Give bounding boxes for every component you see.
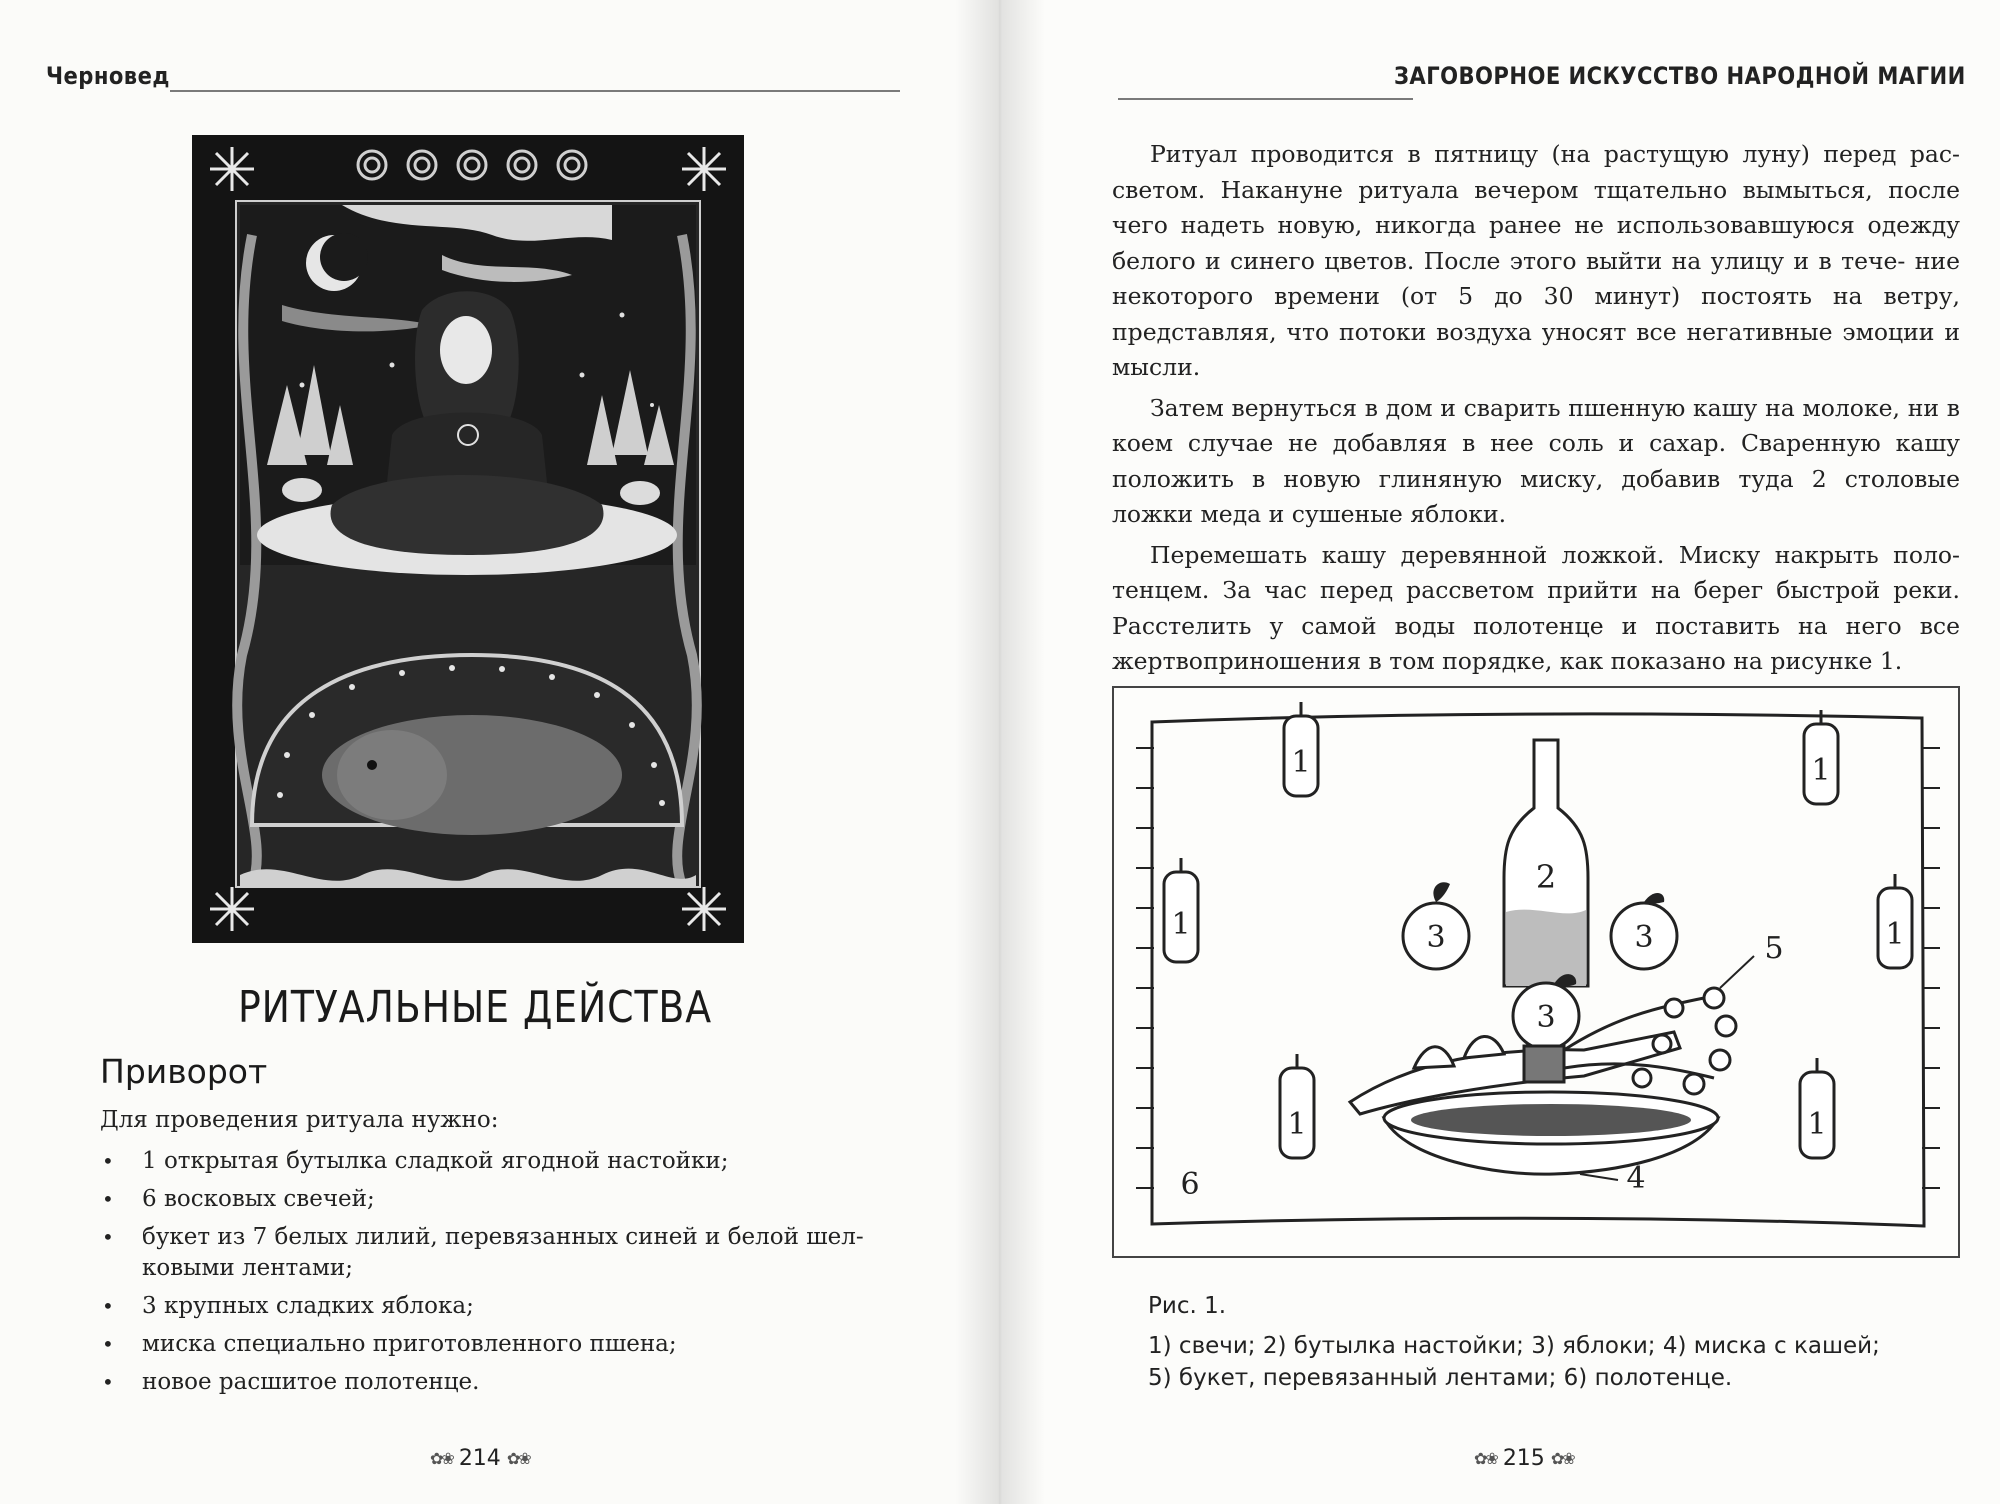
candle-label: 1	[1291, 745, 1311, 780]
figure-label: Рис. 1.	[1148, 1293, 1227, 1319]
bullet-icon: •	[102, 1149, 114, 1173]
list-item-continuation: ковыми лентами;	[142, 1255, 353, 1281]
caption-line: 5) букет, перевязанный лентами; 6) полотенце.	[1148, 1365, 1733, 1391]
body-text	[1112, 137, 1960, 685]
bullet-icon: •	[102, 1294, 114, 1318]
ornament-icon: ✿❀	[506, 1449, 530, 1468]
list-intro: Для проведения ритуала нужно:	[100, 1107, 499, 1133]
running-head-right: ЗАГОВОРНОЕ ИСКУССТВО НАРОДНОЙ МАГИИ	[1394, 62, 1966, 90]
list-item: • миска специально приготовленного пшена;	[100, 1329, 900, 1360]
figure-caption	[1148, 1330, 1968, 1394]
list-item: • 3 крупных сладких яблока;	[100, 1291, 900, 1322]
subsection-title: Приворот	[100, 1052, 268, 1091]
apple-label: 3	[1634, 920, 1654, 955]
paragraph: Ритуал проводится в пятницу (на растущую луну) перед рас- светом. Накануне ритуала вечером тщательно вымыться, после чего надеть новую, никогда ранее не использовавшуюся одежду белого и синего цветов. После этого выйти на улицу и в тече- ние некоторого времени (от 5 до 30 минут) постоять на ветру, представляя, что потоки воздуха уносят все негативные эмоции и мысли.	[1112, 140, 1960, 381]
woodcut-illustration	[192, 135, 744, 943]
list-item: • букет из 7 белых лилий, перевязанных синей и белой шел-	[100, 1222, 900, 1253]
figure-1	[1112, 686, 1960, 1258]
candle-label: 1	[1287, 1107, 1307, 1142]
candle-label: 1	[1171, 907, 1191, 942]
paragraph: Затем вернуться в дом и сварить пшенную кашу на молоке, ни в коем случае не добавляя в нее соль и сахар. Сваренную кашу положить в новую глиняную миску, добавив туда 2 столовые ложки меда и сушеные яблоки.	[1112, 393, 1960, 528]
bullet-icon: •	[102, 1332, 114, 1356]
bullet-icon: •	[102, 1187, 114, 1211]
bowl-label: 4	[1626, 1161, 1646, 1196]
bouquet-label: 5	[1764, 931, 1784, 966]
bullet-icon: •	[102, 1370, 114, 1394]
candle-label: 1	[1807, 1107, 1827, 1142]
candle-label: 1	[1885, 917, 1905, 952]
ornament-icon: ✿❀	[430, 1449, 453, 1468]
ritual-diagram	[1114, 688, 1958, 1256]
header-rule-right	[1118, 98, 1413, 100]
bottle-label: 2	[1535, 858, 1557, 896]
header-rule-left	[170, 90, 900, 92]
caption-line: 1) свечи; 2) бутылка настойки; 3) яблоки; 4) миска с кашей;	[1148, 1333, 1880, 1359]
apple-label: 3	[1426, 920, 1446, 955]
woodcut-art	[192, 135, 744, 943]
ornament-icon: ✿❀	[1474, 1449, 1497, 1468]
towel-label: 6	[1180, 1167, 1200, 1202]
ornament-icon: ✿❀	[1550, 1449, 1574, 1468]
list-item: • 1 открытая бутылка сладкой ягодной настойки;	[100, 1146, 900, 1177]
page-number-right: ✿❀ 215 ✿❀	[1474, 1446, 1574, 1471]
paragraph: Перемешать кашу деревянной ложкой. Миску накрыть поло- тенцем. За час перед рассветом прийти на берег быстрой реки. Расстелить у самой воды полотенце и поставить на него все жертвоприношения в том порядке, как показано на рисунке 1.	[1112, 540, 1960, 675]
apple-label: 3	[1536, 1000, 1556, 1035]
book-gutter	[955, 0, 1045, 1504]
list-item: • новое расшитое полотенце.	[100, 1367, 900, 1398]
bullet-icon: •	[102, 1225, 114, 1249]
candle-label: 1	[1811, 753, 1831, 788]
section-title: РИТУАЛЬНЫЕ ДЕЙСТВА	[237, 982, 713, 1033]
ingredients-list	[100, 1146, 900, 1405]
page-number-left: ✿❀ 214 ✿❀	[430, 1446, 530, 1471]
running-head-left: Черновед	[46, 62, 170, 90]
list-item: • 6 восковых свечей;	[100, 1184, 900, 1215]
